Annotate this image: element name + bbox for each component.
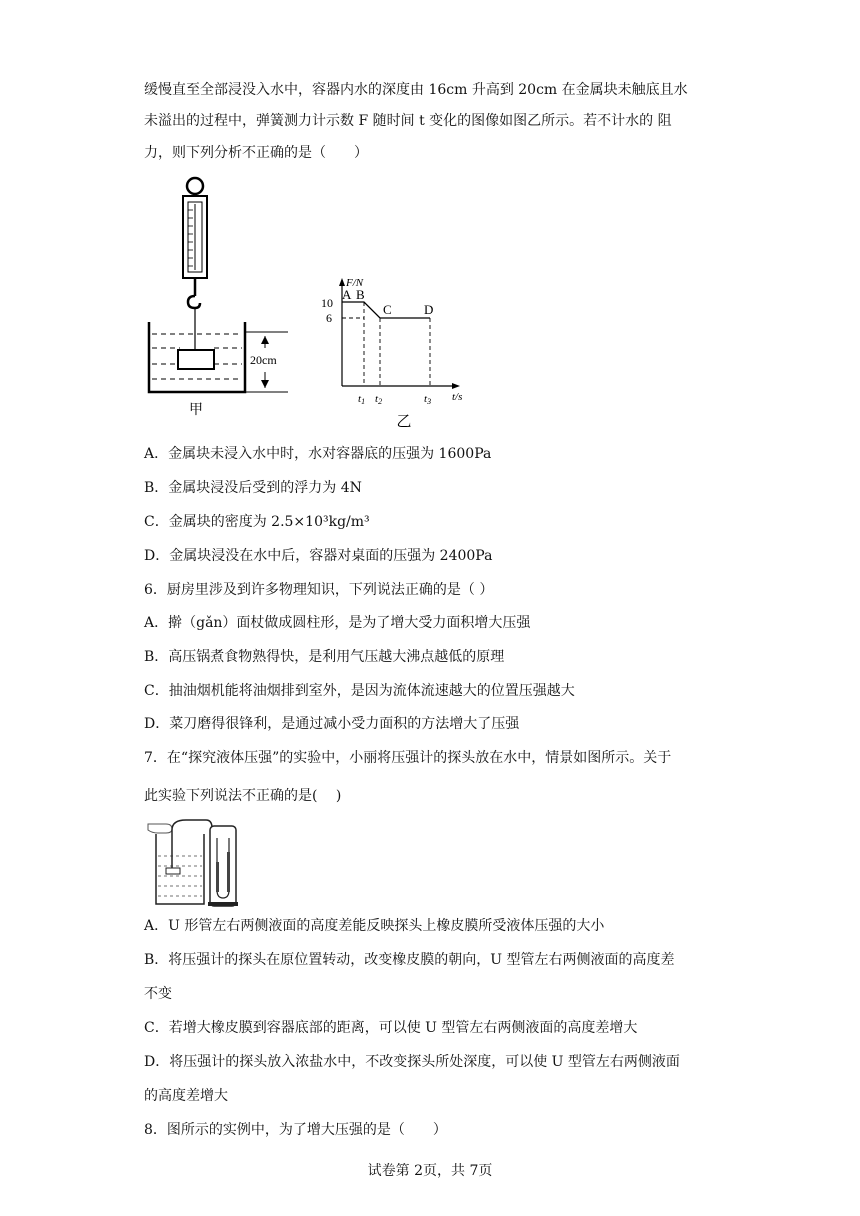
q7-option-a: A．U 形管左右两侧液面的高度差能反映探头上橡皮膜所受液体压强的大小 bbox=[144, 918, 605, 934]
q6-option-a: A．擀（gǎn）面杖做成圆柱形，是为了增大受力面积增大压强 bbox=[144, 615, 531, 631]
figure-yi-caption: 乙 bbox=[396, 414, 412, 430]
x-axis-label: t/s bbox=[452, 391, 463, 403]
q7-option-c: C．若增大橡皮膜到容器底部的距离，可以使 U 型管左右两侧液面的高度差增大 bbox=[144, 1020, 638, 1036]
figure-yi-graph bbox=[318, 272, 468, 432]
liquid-right bbox=[227, 852, 230, 892]
depth-label: 20cm bbox=[250, 353, 277, 367]
figure-jia-caption: 甲 bbox=[189, 403, 203, 418]
q8-stem: 8．图所示的实例中，为了增大压强的是（ ） bbox=[144, 1122, 447, 1138]
q7-option-b-cont: 不变 bbox=[144, 986, 172, 1002]
q6-option-d: D．菜刀磨得很锋利，是通过减小受力面积的方法增大了压强 bbox=[144, 716, 520, 732]
q6-option-c: C．抽油烟机能将油烟排到室外，是因为流体流速越大的位置压强越大 bbox=[144, 683, 575, 699]
q7-stem-line-2: 此实验下列说法不正确的是( ) bbox=[144, 788, 342, 804]
q7-option-d-cont: 的高度差增大 bbox=[144, 1088, 228, 1104]
y-tick-10: 10 bbox=[321, 296, 333, 310]
q5-option-d: D．金属块浸没在水中后，容器对桌面的压强为 2400Pa bbox=[144, 548, 493, 564]
q5-option-b: B．金属块浸没后受到的浮力为 4N bbox=[144, 480, 362, 496]
scale-hook bbox=[188, 296, 200, 308]
point-label-b: B bbox=[356, 287, 365, 302]
hand-icon bbox=[148, 824, 172, 833]
x-tick-t3: t3 bbox=[424, 393, 432, 406]
rubber-hose bbox=[172, 820, 212, 838]
point-label-d: D bbox=[424, 302, 434, 317]
probe-head bbox=[166, 868, 180, 874]
scale-ring bbox=[187, 178, 203, 194]
q5-option-a: A．金属块未浸入水中时，水对容器底的压强为 1600Pa bbox=[144, 446, 492, 462]
x-tick-t1: t1 bbox=[358, 393, 366, 406]
liquid-left bbox=[216, 862, 219, 892]
metal-block bbox=[178, 350, 214, 369]
q6-stem: 6．厨房里涉及到许多物理知识，下列说法正确的是（ ） bbox=[144, 582, 494, 598]
intro-line-3: 力，则下列分析不正确的是（ ） bbox=[144, 145, 368, 161]
figure-jia-spring-scale bbox=[140, 172, 300, 422]
q6-option-b: B．高压锅煮食物熟得快，是利用气压越大沸点越低的原理 bbox=[144, 649, 505, 665]
q5-option-c: C．金属块的密度为 2.5×10³kg/m³ bbox=[144, 514, 370, 530]
point-label-c: C bbox=[383, 302, 392, 317]
u-tube-frame bbox=[210, 826, 236, 906]
q7-stem-line-1: 7．在“探究液体压强”的实验中，小丽将压强计的探头放在水中，情景如图所示。关于 bbox=[144, 750, 672, 766]
y-axis-label: F/N bbox=[346, 277, 364, 289]
figure-pressure-gauge bbox=[144, 816, 244, 908]
q7-option-d: D．将压强计的探头放入浓盐水中，不改变探头所处深度，可以使 U 型管左右两侧液面 bbox=[144, 1054, 680, 1070]
x-tick-t2: t2 bbox=[375, 393, 383, 406]
intro-line-2: 未溢出的过程中，弹簧测力计示数 F 随时间 t 变化的图像如图乙所示。若不计水的 阻 bbox=[144, 113, 672, 129]
y-tick-6: 6 bbox=[326, 311, 332, 325]
page-footer: 试卷第 2页，共 7页 bbox=[367, 1163, 493, 1179]
point-label-a: A bbox=[342, 287, 352, 302]
q7-option-b: B．将压强计的探头在原位置转动，改变橡皮膜的朝向，U 型管左右两侧液面的高度差 bbox=[144, 952, 675, 968]
intro-line-1: 缓慢直至全部浸没入水中，容器内水的深度由 16cm 升高到 20cm 在金属块未触底且水 bbox=[144, 82, 688, 98]
